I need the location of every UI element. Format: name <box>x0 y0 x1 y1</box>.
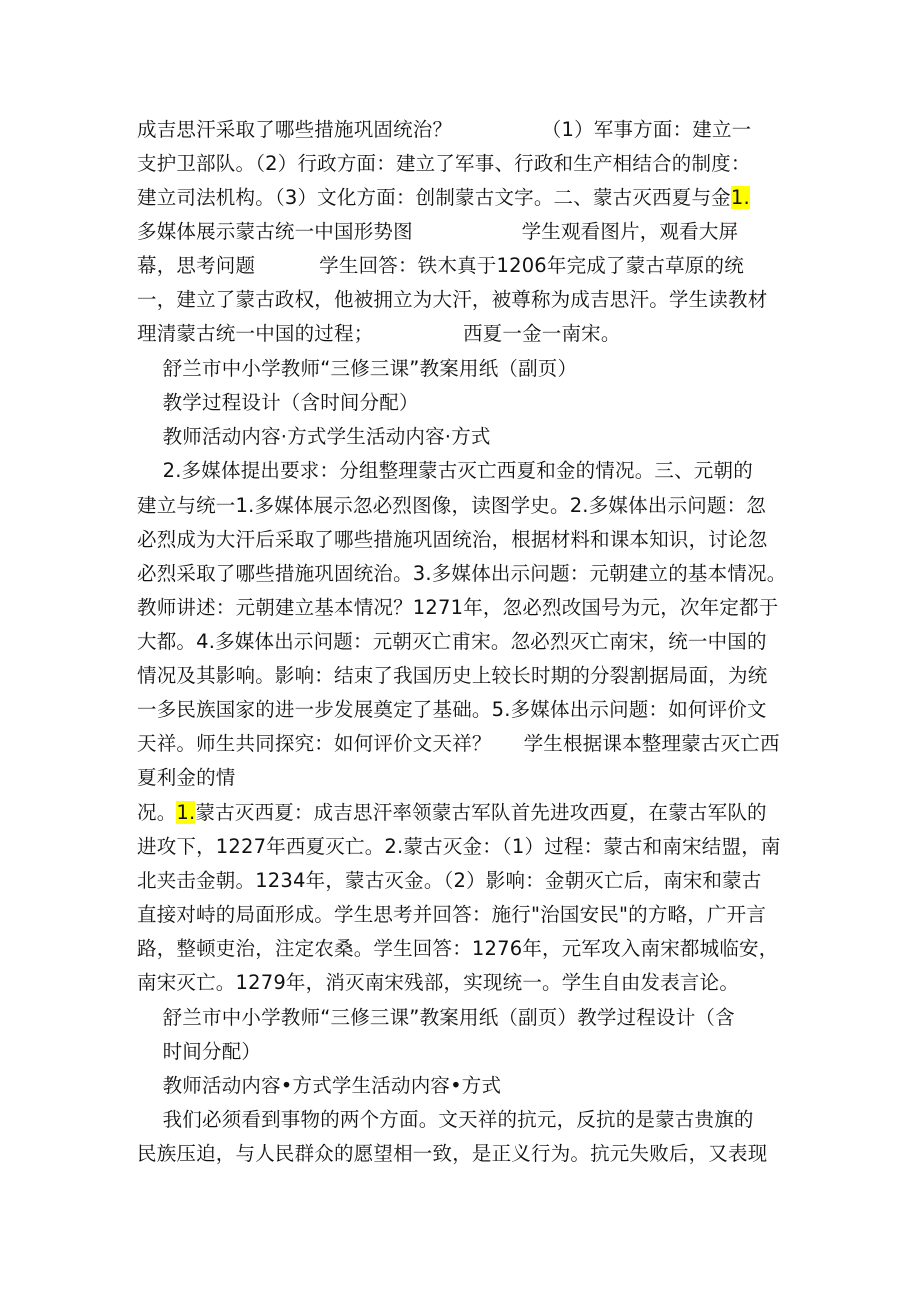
highlighted-text: 1. <box>176 801 196 824</box>
text-line <box>137 595 778 621</box>
text-segment: 成吉思汗采取了哪些措施巩固统治？ （1）军事方面：建立一 <box>137 118 752 141</box>
text-line <box>137 1073 501 1099</box>
text-segment: 时间分配） <box>137 1040 262 1063</box>
text-segment: 进攻下，1227年西夏灭亡。2.蒙古灭金：（1）过程：蒙古和南宋结盟，南 <box>137 835 781 858</box>
text-segment: 蒙古灭西夏：成吉思汗率领蒙古军队首先进攻西夏，在蒙古军队的 <box>195 801 767 824</box>
text-line <box>137 356 577 382</box>
text-line <box>137 765 236 791</box>
text-line <box>137 527 767 553</box>
text-line <box>137 253 744 279</box>
text-segment: 我们必须看到事物的两个方面。文天祥的抗元，反抗的是蒙古贵旗的 <box>137 1108 754 1131</box>
text-segment: 教学过程设计（含时间分配） <box>137 391 419 414</box>
text-segment: 理清蒙古统一中国的过程； 西夏一金一南宋。 <box>137 322 621 345</box>
text-segment: 舒兰市中小学教师“三修三课”教案用纸（副页）教学过程设计（含 <box>137 1006 735 1029</box>
text-segment: 支护卫部队。（2）行政方面：建立了军事、行政和生产相结合的制度： <box>137 152 751 175</box>
text-line <box>137 219 738 245</box>
text-line <box>137 321 621 347</box>
text-line <box>137 458 753 484</box>
text-segment: 建立与统一1.多媒体展示忽必烈图像，读图学史。2.多媒体出示问题：忽 <box>137 494 767 517</box>
text-line <box>137 697 767 723</box>
highlighted-text: 1. <box>730 186 750 209</box>
text-line <box>137 970 739 996</box>
text-line <box>137 424 491 450</box>
text-line <box>137 561 786 587</box>
text-segment: 教师活动内容•方式学生活动内容•方式 <box>137 1074 502 1097</box>
text-line <box>137 800 767 826</box>
text-line <box>137 1141 767 1167</box>
text-segment: 南宋灭亡。1279年，消灭南宋残部，实现统一。学生自由发表言论。 <box>137 971 740 994</box>
text-line <box>137 390 419 416</box>
text-line <box>137 731 780 757</box>
text-line <box>137 287 767 313</box>
text-line <box>137 834 781 860</box>
text-segment: 况。 <box>137 801 177 824</box>
text-line <box>137 1107 754 1133</box>
text-segment: 夏利金的情 <box>137 766 236 789</box>
text-segment: 路，整顿吏治，注定农桑。学生回答：1276年，元军攻入南宋都城临安， <box>137 937 779 960</box>
text-segment: 舒兰市中小学教师“三修三课”教案用纸（副页） <box>137 357 578 380</box>
text-line <box>137 629 767 655</box>
text-segment: 幕，思考问题 学生回答：铁木真于1206年完成了蒙古草原的统 <box>137 254 744 277</box>
text-line <box>137 663 767 689</box>
text-segment: 必烈采取了哪些措施巩固统治。3.多媒体出示问题：元朝建立的基本情况。 <box>137 562 787 585</box>
text-segment: 必烈成为大汗后采取了哪些措施巩固统治，根据材料和课本知识，讨论忽 <box>137 528 768 551</box>
text-line <box>137 1039 261 1065</box>
text-segment: 北夹击金朝。1234年，蒙古灭金。（2）影响：金朝灭亡后，南宋和蒙古 <box>137 869 762 892</box>
text-segment: 天祥。师生共同探究：如何评价文天祥？ 学生根据课本整理蒙古灭亡西 <box>137 732 780 755</box>
text-segment: 民族压迫，与人民群众的愿望相一致，是正义行为。抗元失败后，又表现 <box>137 1142 768 1165</box>
text-segment: 一多民族国家的进一步发展奠定了基础。5.多媒体出示问题：如何评价文 <box>137 698 767 721</box>
text-segment: 教师活动内容·方式学生活动内容·方式 <box>137 425 491 448</box>
text-segment: 大都。4.多媒体出示问题：元朝灭亡甫宋。忽必烈灭亡南宋，统一中国的 <box>137 630 767 653</box>
text-line <box>137 1005 735 1031</box>
text-segment: 教师讲述：元朝建立基本情况？1271年，忽必烈改国号为元，次年定都于 <box>137 596 779 619</box>
text-line <box>137 902 766 928</box>
text-line <box>137 117 751 143</box>
text-segment: 情况及其影响。影响：结束了我国历史上较长时期的分裂割据局面，为统 <box>137 664 768 687</box>
text-segment: 建立司法机构。（3）文化方面：创制蒙古文字。二、蒙古灭西夏与金 <box>137 186 731 209</box>
text-line <box>137 868 762 894</box>
text-segment: 一，建立了蒙古政权，他被拥立为大汗，被尊称为成吉思汗。学生读教材 <box>137 288 768 311</box>
text-segment: 直接对峙的局面形成。学生思考并回答：施行"治国安民"的方略，广开言 <box>137 903 767 926</box>
text-line <box>137 185 750 211</box>
text-segment: 2.多媒体提出要求：分组整理蒙古灭亡西夏和金的情况。三、元朝的 <box>137 459 753 482</box>
text-line <box>137 493 766 519</box>
text-line <box>137 151 751 177</box>
text-segment: 多媒体展示蒙古统一中国形势图 学生观看图片，观看大屏 <box>137 220 739 243</box>
text-line <box>137 936 778 962</box>
